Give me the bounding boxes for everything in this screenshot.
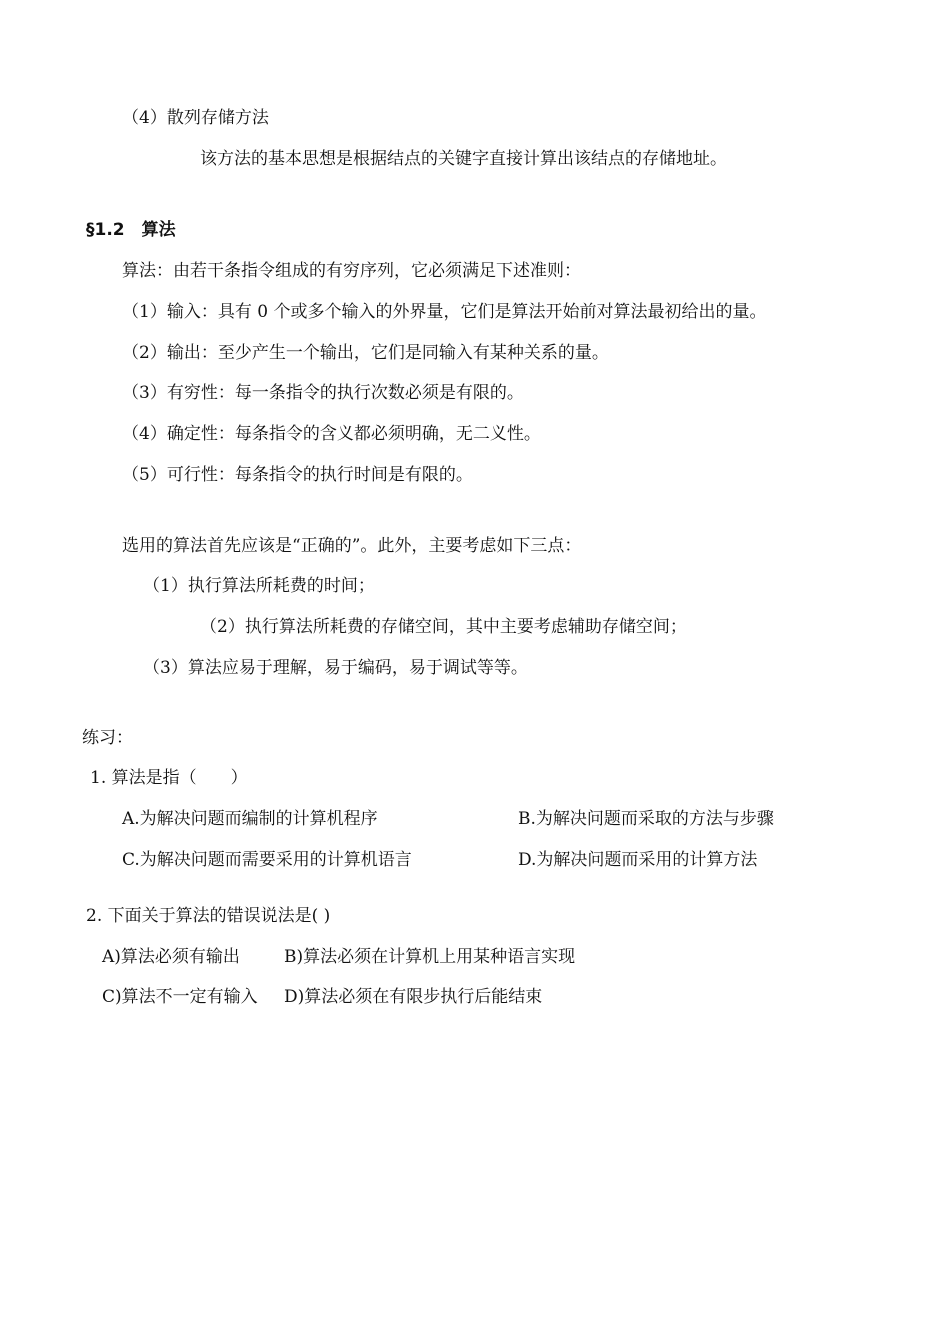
consideration-time: （1）执行算法所耗费的时间； (143, 576, 375, 596)
criterion-output: （2）输出：至少产生一个输出，它们是同输入有某种关系的量。 (122, 343, 609, 363)
question-1-option-c: C.为解决问题而需要采用的计算机语言 (122, 850, 412, 870)
selection-intro: 选用的算法首先应该是“正确的”。此外，主要考虑如下三点： (122, 536, 582, 556)
exercises-label: 练习： (82, 728, 133, 748)
question-2-option-d: D)算法必须在有限步执行后能结束 (284, 987, 543, 1007)
hash-method-description: 该方法的基本思想是根据结点的关键字直接计算出该结点的存储地址。 (200, 149, 727, 169)
consideration-clarity: （3）算法应易于理解，易于编码，易于调试等等。 (143, 658, 528, 678)
consideration-space: （2）执行算法所耗费的存储空间，其中主要考虑辅助存储空间； (200, 617, 687, 637)
question-2-option-c: C)算法不一定有输入 (102, 987, 258, 1007)
hash-method-title: （4）散列存储方法 (122, 108, 269, 128)
criterion-feasibility: （5）可行性：每条指令的执行时间是有限的。 (122, 465, 473, 485)
criterion-input: （1）输入：具有 0 个或多个输入的外界量，它们是算法开始前对算法最初给出的量。 (122, 302, 767, 322)
algorithm-definition: 算法：由若干条指令组成的有穷序列，它必须满足下述准则： (122, 261, 581, 281)
question-2-stem: 2. 下面关于算法的错误说法是( ) (86, 906, 331, 926)
question-1-option-d: D.为解决问题而采用的计算方法 (518, 850, 758, 870)
question-1-stem: 1. 算法是指（ ） (90, 768, 248, 788)
section-heading: §1.2 算法 (86, 220, 176, 240)
question-2-option-b: B)算法必须在计算机上用某种语言实现 (284, 947, 576, 967)
question-1-option-a: A.为解决问题而编制的计算机程序 (122, 809, 378, 829)
criterion-finiteness: （3）有穷性：每一条指令的执行次数必须是有限的。 (122, 383, 524, 403)
question-2-option-a: A)算法必须有输出 (102, 947, 240, 967)
criterion-definiteness: （4）确定性：每条指令的含义都必须明确，无二义性。 (122, 424, 541, 444)
question-1-option-b: B.为解决问题而采取的方法与步骤 (518, 809, 774, 829)
